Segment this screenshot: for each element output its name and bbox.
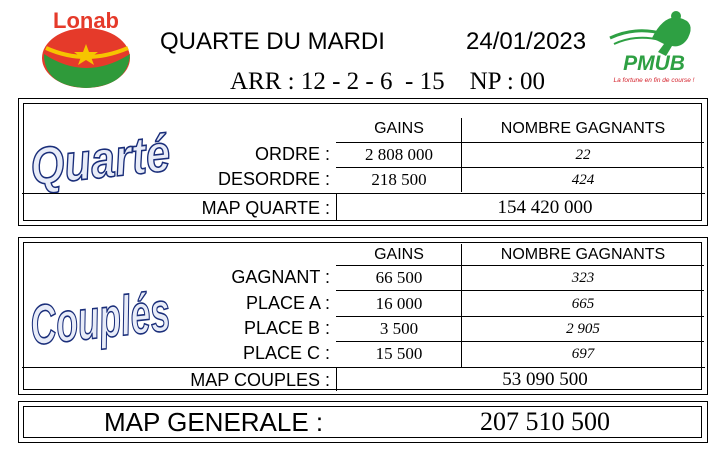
couples-row-label: PLACE B : <box>243 318 330 338</box>
quarte-col-gains: GAINS <box>374 120 424 137</box>
quarte-row-winners: 424 <box>571 172 595 188</box>
couples-row-label: PLACE C : <box>242 343 330 363</box>
couples-map-divider <box>22 367 705 368</box>
pmub-logo <box>606 8 702 90</box>
quarte-map-divider <box>22 193 705 194</box>
pmub-slogan: La fortune en fin de course ! <box>613 77 695 84</box>
couples-row-gain: 15 500 <box>375 344 423 363</box>
quarte-map-label: MAP QUARTE : <box>201 198 330 218</box>
quarte-col-winners: NOMBRE GAGNANTS <box>500 120 666 137</box>
quarte-row-gain: 2 808 000 <box>365 145 433 164</box>
couples-map-label: MAP COUPLES : <box>190 370 330 390</box>
couples-row-gain: 66 500 <box>375 268 423 287</box>
quarte-row-divider <box>336 142 704 143</box>
couples-row-gain: 16 000 <box>375 294 423 313</box>
quarte-row-winners: 22 <box>575 147 591 163</box>
couples-col-winners: NOMBRE GAGNANTS <box>500 246 666 263</box>
race-date: 24/01/2023 <box>466 28 587 55</box>
general-map-label: MAP GENERALE : <box>104 407 324 437</box>
lonab-logo <box>36 8 136 90</box>
quarte-row-gain: 218 500 <box>371 170 427 189</box>
quarte-col-divider <box>461 118 462 192</box>
quarte-map-col-divider <box>336 193 337 220</box>
arrival-result: ARR : 12 - 2 - 6 - 15 NP : 00 <box>230 68 546 95</box>
svg-text:Quarté: Quarté <box>27 121 201 197</box>
couples-row-divider <box>336 341 704 342</box>
couples-map-col-divider <box>336 367 337 391</box>
quarte-row-divider <box>336 167 704 168</box>
couples-row-winners: 323 <box>571 270 595 286</box>
couples-row-winners: 2 905 <box>566 321 600 337</box>
couples-row-divider <box>336 316 704 317</box>
couples-row-label: PLACE A : <box>245 293 330 313</box>
couples-row-gain: 3 500 <box>379 319 419 338</box>
couples-row-winners: 665 <box>571 296 595 312</box>
couples-row-divider <box>336 290 704 291</box>
quarte-map-value: 154 420 000 <box>497 197 593 218</box>
couples-map-value: 53 090 500 <box>502 369 588 390</box>
couples-row-label: GAGNANT : <box>231 267 330 287</box>
couples-side-title <box>26 258 254 358</box>
couples-col-divider <box>461 244 462 368</box>
quarte-row-label: DESORDRE : <box>217 169 330 189</box>
couples-row-divider <box>336 265 704 266</box>
svg-text:Couplés: Couplés <box>27 270 254 357</box>
quarte-row-label: ORDRE : <box>254 144 330 164</box>
couples-col-gains: GAINS <box>374 246 424 263</box>
pmub-logo-text: PMUB <box>623 52 685 75</box>
couples-row-winners: 697 <box>571 346 595 362</box>
page-title: QUARTE DU MARDI <box>160 28 385 55</box>
general-map-value: 207 510 500 <box>480 407 610 436</box>
quarte-side-title <box>26 108 201 197</box>
lonab-logo-text: Lonab <box>53 8 119 33</box>
